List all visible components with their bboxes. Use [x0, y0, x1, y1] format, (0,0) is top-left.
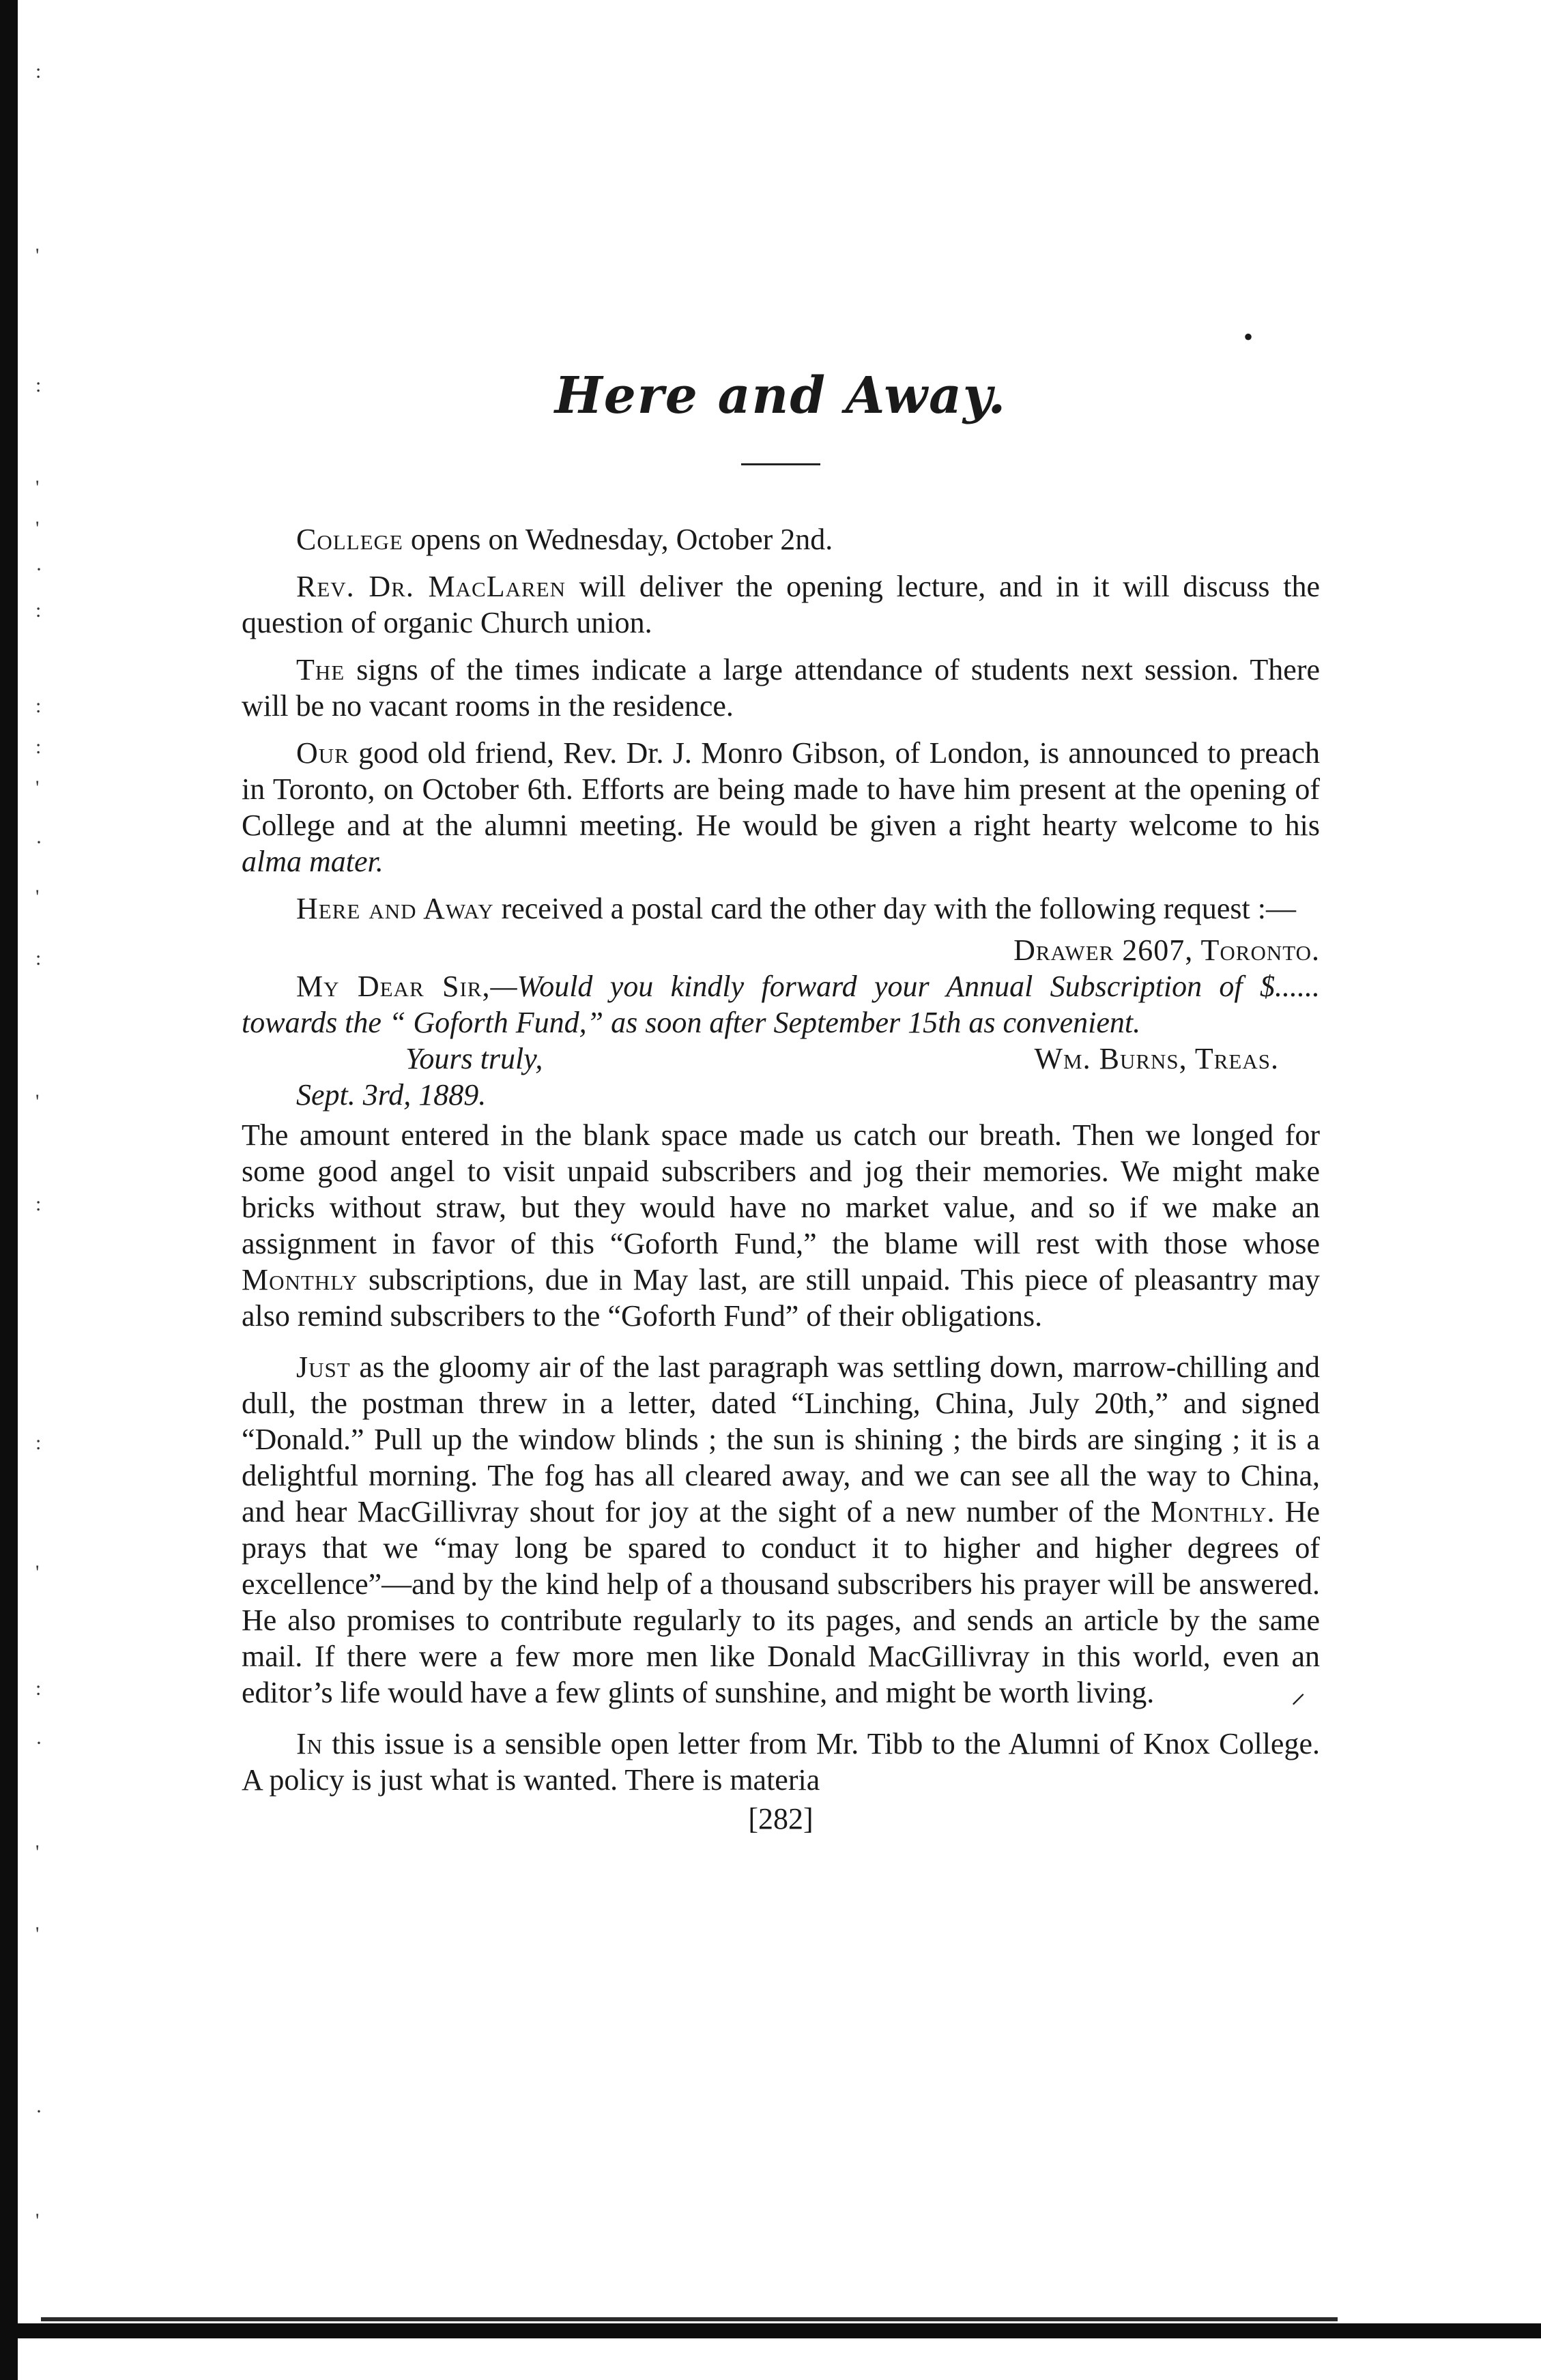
paragraph-attendance	[242, 652, 1320, 724]
letter-body	[242, 968, 1320, 1041]
lead-word: Just	[296, 1350, 351, 1384]
letter-salutation: My Dear Sir,	[296, 970, 491, 1004]
letter-address: Drawer 2607, Toronto.	[1013, 933, 1320, 968]
paragraph-text: received a postal card the other day with the following request :—	[493, 892, 1296, 926]
letter-date: Sept. 3rd, 1889.	[296, 1078, 487, 1112]
italic-phrase: alma mater.	[242, 845, 384, 879]
margin-specks: : ' : ' ' · : : : ' · ' : ' : : ' : · ' ' · '	[35, 60, 42, 2232]
lead-word: Our	[296, 736, 349, 770]
scan-binding-edge	[0, 0, 18, 2380]
paragraph-text: opens on Wednesday, October 2nd.	[403, 523, 833, 557]
paragraph-text: this issue is a sensible open letter from Mr. Tibb to the Alumni of Knox College. A policy is just what is wanted. There is materia	[242, 1727, 1320, 1797]
lead-word: The	[296, 653, 345, 687]
page-title: Here and Away.	[554, 366, 1007, 425]
paragraph-college-opening	[242, 521, 1320, 557]
printer-mark: ⸝	[1291, 1676, 1306, 1710]
scan-bottom-rule-thin	[41, 2317, 1338, 2321]
scan-bottom-rule	[0, 2323, 1541, 2338]
lead-word: College	[296, 523, 403, 557]
paragraph-postal-card	[242, 890, 1320, 927]
lead-word: Rev. Dr. MacLaren	[296, 570, 566, 604]
paragraph-monro-gibson	[242, 735, 1320, 880]
paragraph-opening-lecture	[242, 568, 1320, 641]
magazine-name: Monthly	[1151, 1495, 1267, 1529]
page-number: [282]	[748, 1802, 813, 1836]
paragraph-macgillivray	[242, 1349, 1320, 1711]
paragraph-text: signs of the times indicate a large attendance of students next session. There will be no vacant rooms in the residence.	[242, 653, 1320, 723]
letter-request: —Would you kindly forward your Annual Subscription of $...... towards the “ Goforth Fund,” as soon after September 15th as convenient.	[242, 970, 1320, 1040]
letter-signoff	[242, 1041, 1320, 1077]
paragraph-text: . He prays that we “may long be spared to conduct it to higher and higher degrees of excellence”—and by the kind help of a thousand subscribers his prayer will be answered. He also promises to contribute regularly to its pages, and sends an article by the same mail. If there were a few more men like Donald MacGillivray in this world, even an editor’s life would have a few glints of sunshine, and might be worth living.	[242, 1495, 1320, 1710]
title-divider	[741, 463, 820, 465]
letter-closing: Yours truly,	[405, 1042, 543, 1076]
magazine-name: Monthly	[242, 1263, 358, 1297]
letter-signature: Wm. Burns, Treas.	[1034, 1042, 1279, 1076]
paragraph-text: will deliver the opening lecture, and in it will discuss the question of organic Church union.	[242, 570, 1321, 640]
paragraph-text: The amount entered in the blank space made us catch our breath. Then we longed for some good angel to visit unpaid subscribers and jog their memories. We might make bricks without straw, but they would have no market value, and so if we make an assignment in favor of this “Goforth Fund,” the blame will rest with those whose	[242, 1118, 1320, 1261]
paragraph-tibb-letter	[242, 1726, 1320, 1798]
speck: •	[1243, 321, 1254, 352]
page-content	[242, 368, 1320, 1837]
lead-word: In	[296, 1727, 323, 1761]
paragraph-text: subscriptions, due in May last, are still unpaid. This piece of pleasantry may also remind subscribers to the “Goforth Fund” of their obligations.	[242, 1263, 1320, 1333]
lead-word: Here and Away	[296, 892, 494, 926]
paragraph-text: good old friend, Rev. Dr. J. Monro Gibson, of London, is announced to preach in Toronto, on October 6th. Efforts are being made to have him present at the opening of College and at the alumni meeting. He would be given a right hearty welcome to his	[242, 736, 1320, 843]
paragraph-amount	[242, 1117, 1320, 1334]
paragraph-text: as the gloomy air of the last paragraph was settling down, marrow-chilling and dull, the postman threw in a letter, dated “Linching, China, July 20th,” and signed “Donald.” Pull up the window blinds ; the sun is shining ; the birds are singing ; it is a delightful morning. The fog has all cleared away, and we can see all the way to China, and hear MacGillivray shout for joy at the sight of a new number of the	[242, 1350, 1320, 1529]
